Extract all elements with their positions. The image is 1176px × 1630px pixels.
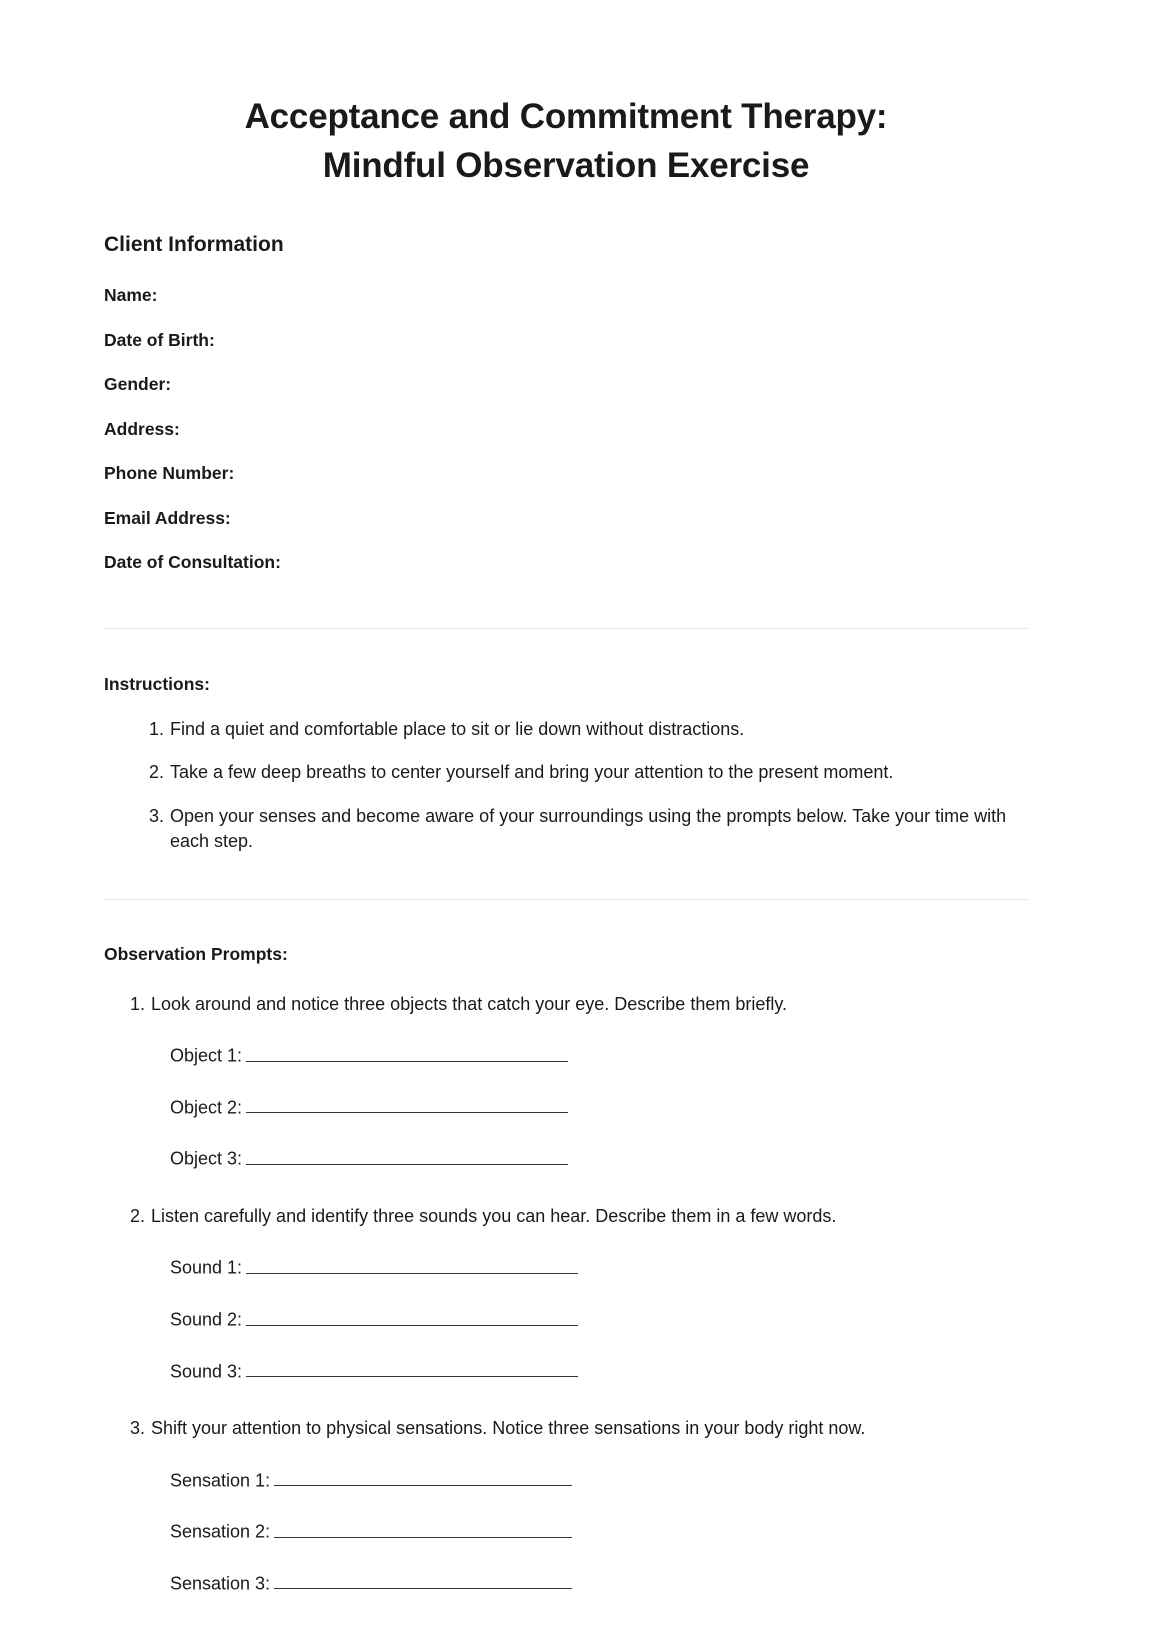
sensation-3-input[interactable] <box>274 1572 572 1590</box>
client-field-phone-number[interactable]: Phone Number: <box>104 463 235 483</box>
observation-prompt-text: Look around and notice three objects that catch your eye. Describe them briefly. <box>151 993 788 1014</box>
blank-row-object-2 <box>151 1065 1028 1117</box>
client-information-heading: Client Information <box>104 233 284 256</box>
client-field-name[interactable]: Name: <box>104 285 158 305</box>
blank-label: Sensation 1: <box>170 1470 271 1491</box>
page-title-line-2: Mindful Observation Exercise <box>322 146 810 185</box>
blank-row-sound-3 <box>151 1329 1028 1381</box>
observation-prompt-item <box>125 1416 1028 1592</box>
blank-row-sensation-2 <box>151 1489 1028 1541</box>
instructions-heading: Instructions: <box>104 673 210 694</box>
object-3-input[interactable] <box>246 1147 568 1165</box>
instruction-item: Find a quiet and comfortable place to sit or lie down without distractions. <box>170 718 745 739</box>
sensation-2-input[interactable] <box>274 1520 572 1538</box>
sound-2-input[interactable] <box>246 1308 578 1326</box>
observation-prompts-heading: Observation Prompts: <box>104 943 288 964</box>
sensation-1-input[interactable] <box>274 1469 572 1487</box>
observation-prompt-list <box>104 992 1028 1593</box>
blank-row-object-1 <box>151 1017 1028 1065</box>
blank-row-sound-2 <box>151 1277 1028 1329</box>
sound-blank-list <box>151 1229 1028 1380</box>
observation-prompt-text: Shift your attention to physical sensations. Notice three sensations in your body right now. <box>151 1418 866 1439</box>
section-divider-1 <box>104 628 1028 629</box>
blank-label: Sensation 3: <box>170 1573 271 1594</box>
sound-1-input[interactable] <box>246 1256 578 1274</box>
blank-row-object-3 <box>151 1116 1028 1168</box>
blank-label: Sensation 2: <box>170 1521 271 1542</box>
object-2-input[interactable] <box>246 1096 568 1114</box>
section-divider-2 <box>104 899 1028 900</box>
page-title <box>104 0 1028 190</box>
sensation-blank-list <box>151 1442 1028 1593</box>
client-field-email-address[interactable]: Email Address: <box>104 507 231 528</box>
blank-label: Object 1: <box>170 1045 243 1066</box>
instruction-item: Take a few deep breaths to center yourself and bring your attention to the present moment. <box>170 762 894 783</box>
document-content <box>104 0 1028 1592</box>
observation-prompt-text: Listen carefully and identify three sounds you can hear. Describe them in a few words. <box>151 1205 837 1226</box>
object-1-input[interactable] <box>246 1044 568 1062</box>
blank-row-sensation-3 <box>151 1541 1028 1593</box>
blank-label: Object 3: <box>170 1148 243 1169</box>
observation-prompt-item <box>125 992 1028 1168</box>
client-field-date-of-birth[interactable]: Date of Birth: <box>104 329 215 350</box>
sound-3-input[interactable] <box>246 1360 578 1378</box>
client-information-field-list <box>104 257 1028 572</box>
blank-row-sensation-1 <box>151 1442 1028 1490</box>
blank-row-sound-1 <box>151 1229 1028 1277</box>
observation-prompt-item <box>125 1204 1028 1380</box>
blank-label: Sound 3: <box>170 1361 243 1382</box>
blank-label: Sound 1: <box>170 1257 243 1278</box>
object-blank-list <box>151 1017 1028 1168</box>
client-field-gender[interactable]: Gender: <box>104 374 172 394</box>
blank-label: Object 2: <box>170 1097 243 1118</box>
client-field-address[interactable]: Address: <box>104 418 180 439</box>
client-field-date-of-consultation[interactable]: Date of Consultation: <box>104 552 281 572</box>
blank-label: Sound 2: <box>170 1309 243 1330</box>
instruction-list <box>104 717 1028 855</box>
instruction-item: Open your senses and become aware of your surroundings using the prompts below. Take your time with each step. <box>170 805 1007 852</box>
page-title-line-1: Acceptance and Commitment Therapy: <box>244 97 888 136</box>
